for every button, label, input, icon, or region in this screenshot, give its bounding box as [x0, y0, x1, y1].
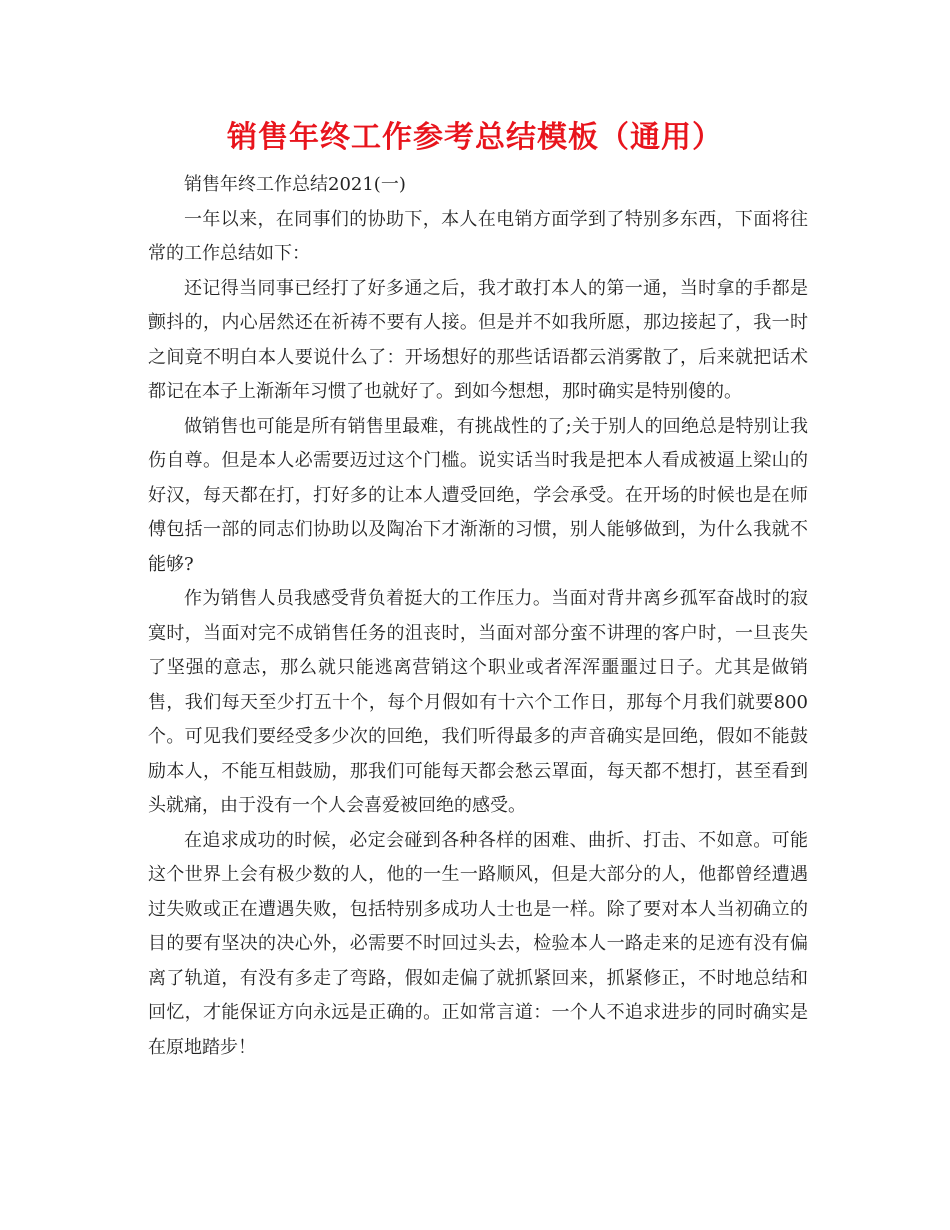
paragraph: 作为销售人员我感受背负着挺大的工作压力。当面对背井离乡孤军奋战时的寂寞时，当面对完不成销售任务的沮丧时，当面对部分蛮不讲理的客户时，一旦丧失了坚强的意志，那么就只能逃离营销这个职业或者浑浑噩噩过日子。尤其是做销售，我们每天至少打五十个，每个月假如有十六个工作日，那每个月我们就要800个。可见我们要经受多少次的回绝，我们听得最多的声音确实是回绝，假如不能鼓励本人，不能互相鼓励，那我们可能每天都会愁云罩面，每天都不想打，甚至看到头就痛，由于没有一个人会喜爱被回绝的感受。 [148, 588, 808, 816]
document-subtitle: 销售年终工作总结2021(一) [184, 174, 406, 195]
paragraph: 在追求成功的时候，必定会碰到各种各样的困难、曲折、打击、不如意。可能这个世界上会有极少数的人，他的一生一路顺风，但是大部分的人，他都曾经遭遇过失败或正在遭遇失败，包括特别多成功人士也是一样。除了要对本人当初确立的目的要有坚决的决心外，必需要不时回过头去，检验本人一路走来的足迹有没有偏离了轨道，有没有多走了弯路，假如走偏了就抓紧回来，抓紧修正，不时地总结和回忆，才能保证方向永远是正确的。正如常言道：一个人不追求进步的同时确实是在原地踏步！ [148, 829, 808, 1058]
paragraph: 做销售也可能是所有销售里最难，有挑战性的了;关于别人的回绝总是特别让我伤自尊。但是本人必需要迈过这个门槛。说实话当时我是把本人看成被逼上梁山的好汉，每天都在打，打好多的让本人遭受回绝，学会承受。在开场的时候也是在师傅包括一部的同志们协助以及陶冶下才渐渐的习惯，别人能够做到，为什么我就不能够? [148, 415, 808, 575]
paragraph: 一年以来，在同事们的协助下，本人在电销方面学到了特别多东西，下面将往常的工作总结如下： [148, 208, 808, 264]
paragraph: 还记得当同事已经打了好多通之后，我才敢打本人的第一通，当时拿的手都是颤抖的，内心居然还在祈祷不要有人接。但是并不如我所愿，那边接起了，我一时之间竟不明白本人要说什么了：开场想好的那些话语都云消雾散了，后来就把话术都记在本子上渐渐年习惯了也就好了。到如今想想，那时确实是特别傻的。 [148, 277, 808, 402]
document-body [148, 168, 808, 1065]
document-title: 销售年终工作参考总结模板（通用） [227, 120, 723, 155]
